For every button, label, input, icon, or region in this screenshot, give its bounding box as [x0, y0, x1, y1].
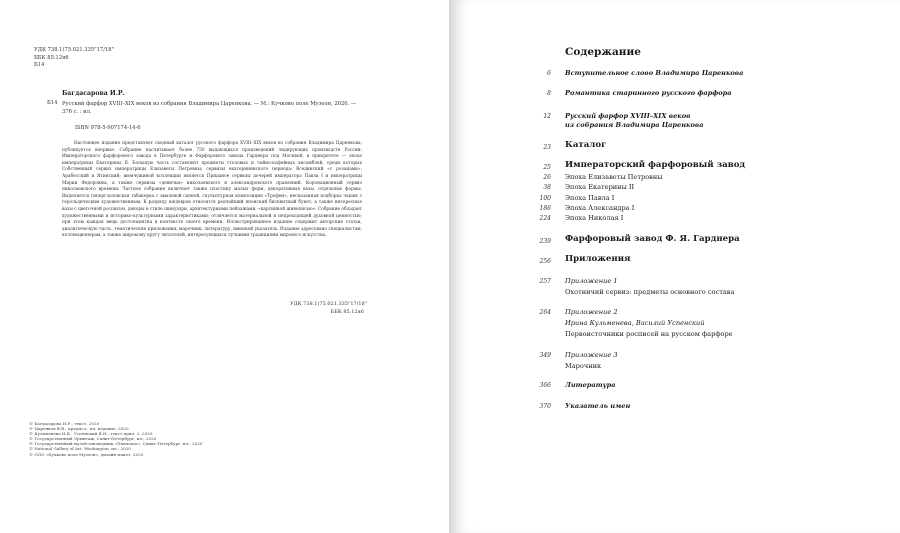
toc-page-number[interactable]: 38: [543, 184, 551, 191]
author-heading: Багдасарова И.Р.: [62, 90, 125, 97]
annotation-paragraph: Настоящее издание представляет сводный каталог русского фарфора XVIII–XIX веков из собрания Владимира Царенкова; публикуется впервые. Собрание насчитывает более 750 выдающихся произведений лидирующих производств России: Императорского фарфорового завода в Петербурге и Фарфорового завода Гарднера под Москвой; в приоритете — эпоха императрицы Екатерины II. Большую часть составляют предметы столовых и чайно-кофейных ансамблей, среди которых Собственный сервиз императрицы Елизаветы Петровны; сервизы екатерининского периода: Всединский «с розанами», Арабесский и Ятинский; жемчужиной коллекции является Приданое сервизы дочерей императора Павла I и императрицы Марии Федоровны, а также сервизы «девичьи» николаевского и александровского правлений. Коронационный сервиз николаевского времени. Частное собрание включает также пластику малых форм, декоративные вазы, отдельные формы. Выделяется гиперглазовская табакерка с эмалевой сценой, скульптурная композиция «Трофеи», несказанная подборка чашек с герольдическим художественным. К разряду шедевров относится редчайший японский бисквитный букет, а также интересные вазы с цветочной росписью, декоры в стиле шинуазри, архитектурными пейзажами, «картинной живописью». Собрание обладает художественными и историко-культурными характеристиками; отличается материальной и непреходящей духовной ценностью; при этом каждая вещь достопамятна в контексте своего времени. Иллюстрированное издание содержит авторские статьи, аналитическую часть, тематические приложения, марочник, литературу, именной указатель. Издание адресовано специалистам, коллекционерам, а также широкому кругу читателей, интересующихся лучшими традициями мирового искусства.: [62, 141, 362, 239]
udk-bbk-repeat: [290, 301, 368, 316]
toc-entry-imperial-factory[interactable]: Императорский фарфоровый завод: [565, 160, 746, 170]
toc-page-number[interactable]: 257: [539, 278, 551, 285]
toc-page-number[interactable]: 12: [543, 113, 551, 120]
toc-page-number[interactable]: 349: [539, 352, 551, 359]
udk-line: УДК 738.1(75.021.335"17/18": [290, 301, 368, 307]
toc-entry-appendices[interactable]: Приложения: [565, 254, 631, 264]
toc-page-number[interactable]: 239: [539, 238, 551, 245]
toc-page-number[interactable]: 366: [539, 382, 551, 389]
toc-page-number[interactable]: 23: [543, 144, 551, 151]
copyright-line: © National Gallery of Art, Washington, ил., 2020: [29, 446, 131, 452]
author-mark-inline: Б14: [47, 100, 58, 106]
toc-title: Содержание: [565, 46, 641, 58]
toc-page-number[interactable]: 256: [539, 258, 551, 265]
toc-entry-appendix3-title[interactable]: Марочник: [565, 362, 602, 370]
toc-page-number[interactable]: 370: [539, 403, 551, 410]
copyright-line: © ООО «Кучково поле Музеон», дизайн макет, 2020: [29, 451, 144, 457]
toc-entry-nicholas[interactable]: Эпоха Николая I: [565, 214, 624, 222]
udk-bbk-block: [34, 47, 114, 70]
copyright-line: © Багдасарова И.Р., текст, 2020: [29, 421, 100, 426]
copyright-line: © Государственный музей-заповедник «Павловск», Санкт-Петербург, ил., 2020: [29, 441, 203, 447]
author-mark: Б14: [34, 62, 45, 68]
toc-entry-appendix2-label[interactable]: Приложение 2: [565, 308, 618, 316]
right-page: [450, 0, 900, 533]
bbk-line: ББК 85.12я6: [34, 54, 69, 61]
toc-entry-catalog[interactable]: Каталог: [565, 140, 607, 150]
bbk-line: ББК 85.12я6: [330, 308, 364, 315]
copyright-line: © Кулъменева И.К., Успенский В.Н., текст прил. 2, 2020: [29, 431, 153, 437]
toc-entry-appendix1-label[interactable]: Приложение 1: [565, 277, 618, 285]
toc-entry-russian-porcelain[interactable]: Русский фарфор XVIII–XIX веков: [565, 112, 691, 120]
toc-entry-paul[interactable]: Эпоха Павла I: [565, 194, 615, 202]
toc-entry-alexander[interactable]: Эпоха Александра I: [565, 204, 635, 212]
bibliographic-entry: Русский фарфор XVIII–XIX веков из собрания Владимира Царенкова. — М.: Кучково поле Музеон, 2020. — 376 с. : ил.: [62, 101, 357, 116]
copyright-line: © Царенков В.В., предисл., ил. издание, 2020: [29, 426, 129, 432]
toc-entry-catherine[interactable]: Эпоха Екатерины II: [565, 183, 635, 191]
toc-entry-elizabeth[interactable]: Эпоха Елизаветы Петровны: [565, 173, 663, 181]
toc-entry-appendix1-title[interactable]: Охотничий сервиз: предметы основного состава: [565, 288, 735, 296]
toc-entry-name-index[interactable]: Указатель имен: [565, 402, 631, 410]
isbn: ISBN 978-5-907174-14-6: [75, 125, 141, 131]
udk-line: УДК 738.1(75.021.335"17/18": [34, 47, 114, 53]
toc-page-number[interactable]: 8: [547, 90, 551, 97]
toc-page-number[interactable]: 25: [543, 164, 551, 171]
toc-entry-appendix2-title[interactable]: Первоисточники росписей на русском фарфоре: [565, 330, 733, 338]
copyright-line: © Государственный Эрмитаж, Санкт-Петербург, ил., 2020: [29, 436, 157, 442]
toc-page-number[interactable]: 186: [539, 205, 551, 212]
book-gutter: [449, 0, 450, 533]
toc-entry-foreword[interactable]: Вступительное слово Владимира Царенкова: [565, 69, 744, 77]
toc-page-number[interactable]: 264: [539, 309, 551, 316]
toc-page-number[interactable]: 224: [539, 215, 551, 222]
toc-entry-appendix2-authors[interactable]: Ирина Кульменева, Василий Успенский: [565, 319, 705, 327]
toc-entry-gardner[interactable]: Фарфоровый завод Ф. Я. Гарднера: [565, 234, 740, 244]
toc-page-number[interactable]: 6: [547, 70, 551, 77]
toc-entry-russian-porcelain-line2[interactable]: из собрания Владимира Царенкова: [565, 121, 704, 129]
toc-page-number[interactable]: 26: [543, 174, 551, 181]
toc-entry-romance[interactable]: Романтика старинного русского фарфора: [565, 89, 732, 97]
toc-entry-appendix3-label[interactable]: Приложение 3: [565, 351, 618, 359]
copyright-notices: [29, 421, 203, 457]
toc-page-number[interactable]: 100: [539, 195, 551, 202]
toc-entry-literature[interactable]: Литература: [565, 381, 616, 389]
